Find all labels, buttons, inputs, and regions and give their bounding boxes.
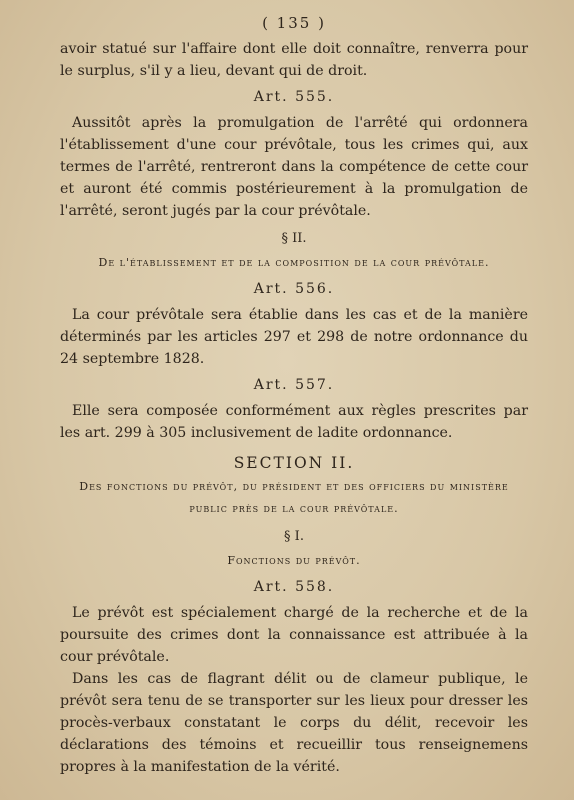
section-subtitle: Des fonctions du prévôt, du président et des officiers du ministère public près de la cour prévôtale.: [79, 480, 509, 515]
page-number: ( 135 ): [262, 14, 326, 32]
paragraph: Elle sera composée conformément aux règles prescrites par les art. 299 à 305 inclusivement de ladite ordonnance.: [60, 403, 528, 441]
article-heading: Art. 557.: [253, 377, 335, 393]
subsection-number: § II.: [281, 231, 307, 246]
article-heading: Art. 556.: [253, 281, 335, 297]
page-text: [60, 12, 528, 778]
paragraph: avoir statué sur l'affaire dont elle doit connaître, renverra pour le surplus, s'il y a lieu, devant qui de droit.: [60, 41, 528, 79]
paragraph: La cour prévôtale sera établie dans les cas et de la manière déterminés par les articles 297 et 298 de notre ordonnance du 24 septembre 1828.: [60, 307, 528, 367]
subsection-number: § I.: [284, 529, 304, 544]
paragraph: Le prévôt est spécialement chargé de la recherche et de la poursuite des crimes dont la connaissance est attribuée à la cour prévôtale.: [60, 605, 528, 665]
section-title: SECTION II.: [233, 454, 355, 472]
subsection-title: De l'établissement et de la composition de la cour prévôtale.: [98, 256, 490, 269]
paragraph: Dans les cas de flagrant délit ou de clameur publique, le prévôt sera tenu de se transporter sur les lieux pour dresser les procès-verbaux constatant le corps du délit, recevoir les déclarations des témoins et recueillir tous renseignemens propres à la manifestation de la vérité.: [60, 671, 528, 775]
subsection-title: Fonctions du prévôt.: [227, 554, 361, 567]
article-heading: Art. 555.: [253, 89, 335, 105]
paragraph: Aussitôt après la promulgation de l'arrêté qui ordonnera l'établissement d'une cour prévôtale, tous les crimes qui, aux termes de l'arrêté, rentreront dans la compétence de cette cour et auront été commis postérieurement à la promulgation de l'arrêté, seront jugés par la cour prévôtale.: [60, 115, 528, 219]
article-heading: Art. 558.: [253, 579, 335, 595]
